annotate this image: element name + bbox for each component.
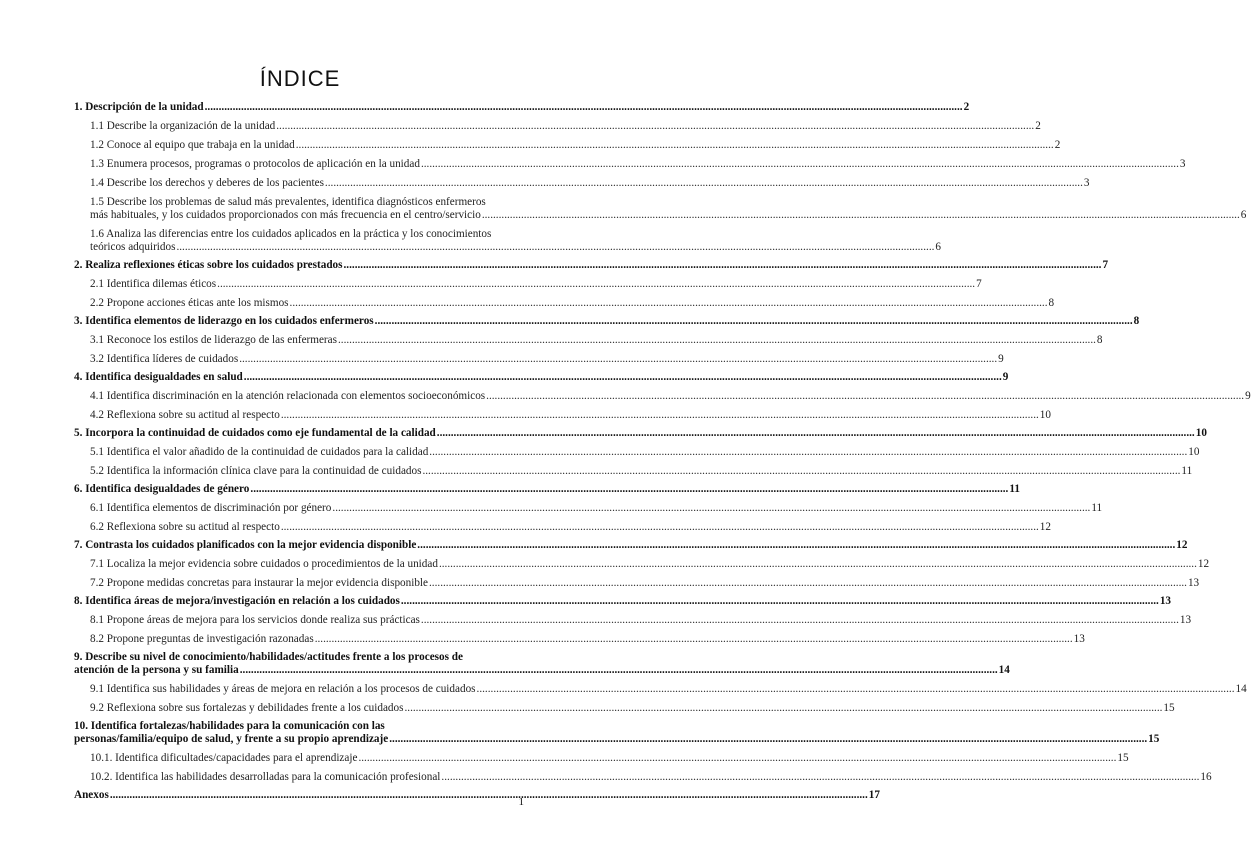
- toc-entry-row: [74, 259, 1109, 272]
- toc-entry-title: 10.1. Identifica dificultades/capacidades para el aprendizaje: [90, 752, 358, 764]
- toc-entry-row: [74, 315, 1140, 328]
- toc-entry-row: [90, 558, 1210, 571]
- toc-entry-row: [74, 371, 1009, 384]
- toc-dot-leader: [375, 315, 1133, 328]
- toc-page-number: 10: [1188, 446, 1200, 458]
- toc-entry-title: 3. Identifica elementos de liderazgo en los cuidados enfermeros: [74, 315, 374, 327]
- toc-page-number: 13: [1187, 577, 1200, 589]
- toc-entry-title: 2.1 Identifica dilemas éticos: [90, 278, 217, 290]
- toc-section-entry[interactable]: [74, 539, 1188, 552]
- toc-entry-row: [90, 353, 1004, 366]
- toc-section-entry[interactable]: [74, 427, 1207, 440]
- toc-page-number: 7: [976, 278, 982, 290]
- toc-page-number: 15: [1163, 702, 1175, 714]
- page-title: ÍNDICE: [259, 66, 341, 91]
- toc-dot-leader: [250, 483, 1008, 496]
- toc-entry-title: 2.2 Propone acciones éticas ante los mismos: [90, 297, 289, 309]
- toc-page-number: 6: [935, 241, 941, 253]
- toc-section-entry[interactable]: [74, 483, 1020, 496]
- page-number: 1: [518, 796, 524, 808]
- toc-dot-leader: [421, 614, 1179, 627]
- toc-subsection-entry[interactable]: [74, 353, 1004, 366]
- toc-entry-row: [90, 158, 1186, 171]
- toc-dot-leader: [217, 278, 975, 291]
- toc-entry-title: teóricos adquiridos: [90, 241, 176, 253]
- toc-dot-leader: [389, 733, 1147, 746]
- toc-subsection-entry[interactable]: [74, 139, 1061, 152]
- toc-page-number: 11: [1009, 483, 1020, 495]
- toc-dot-leader: [486, 390, 1244, 403]
- toc-page-number: 13: [1073, 633, 1085, 645]
- toc-entry-row: [74, 427, 1207, 440]
- toc-entry-row: [90, 209, 1247, 222]
- toc-entry-title-line: 1.6 Analiza las diferencias entre los cuidados aplicados en la práctica y los conocimientos: [90, 228, 492, 240]
- toc-entry-row: [90, 502, 1103, 515]
- toc-entry-title: 8.1 Propone áreas de mejora para los servicios donde realiza sus prácticas: [90, 614, 420, 626]
- toc-entry-title: 5.1 Identifica el valor añadido de la continuidad de cuidados para la calidad: [90, 446, 429, 458]
- toc-page-number: 17: [868, 789, 880, 801]
- toc-page-number: 10: [1039, 409, 1051, 421]
- toc-entry-row: [90, 465, 1193, 478]
- toc-page-number: 8: [1048, 297, 1055, 309]
- toc-entry-row: [74, 733, 1160, 746]
- toc-page-number: 13: [1159, 595, 1172, 607]
- toc-subsection-entry[interactable]: [74, 683, 1247, 696]
- toc-dot-leader: [404, 702, 1162, 715]
- toc-entry-title: 3.2 Identifica líderes de cuidados: [90, 353, 239, 365]
- toc-dot-leader: [325, 177, 1083, 190]
- toc-page-number: 2: [963, 101, 970, 113]
- toc-entry-row: [90, 752, 1129, 765]
- toc-page-number: 9: [1002, 371, 1009, 383]
- toc-page-number: 2: [1035, 120, 1041, 132]
- toc-subsection-entry[interactable]: [74, 196, 1247, 222]
- toc-entry-title: 9.2 Reflexiona sobre sus fortalezas y debilidades frente a los cuidados: [90, 702, 404, 714]
- toc-page-number: 13: [1179, 614, 1192, 626]
- toc-dot-leader: [240, 664, 998, 677]
- toc-subsection-entry[interactable]: [74, 409, 1051, 422]
- toc-page-number: 8: [1133, 315, 1140, 327]
- toc-dot-leader: [401, 595, 1159, 608]
- toc-dot-leader: [344, 259, 1102, 272]
- toc-dot-leader: [276, 120, 1034, 133]
- toc-entry-row: [90, 702, 1175, 715]
- toc-subsection-entry[interactable]: [74, 521, 1051, 534]
- toc-entry-row: [90, 390, 1251, 403]
- toc-entry-title: 1.1 Describe la organización de la unidad: [90, 120, 276, 132]
- toc-section-entry[interactable]: [74, 651, 1010, 677]
- toc-dot-leader: [239, 353, 997, 366]
- toc-entry-row: [74, 595, 1172, 608]
- toc-page-number: 9: [1245, 390, 1251, 402]
- toc-dot-leader: [205, 101, 963, 114]
- toc-section-entry[interactable]: [74, 595, 1172, 608]
- toc-section-entry[interactable]: [74, 789, 880, 802]
- toc-page-number: 11: [1181, 465, 1193, 477]
- toc-entry-title: 7.2 Propone medidas concretas para instaurar la mejor evidencia disponible: [90, 577, 428, 589]
- toc-entry-row: [74, 101, 970, 114]
- toc-page-number: 10: [1195, 427, 1207, 439]
- toc-page-number: 15: [1117, 752, 1129, 764]
- toc-section-entry[interactable]: [74, 720, 1160, 746]
- toc-entry-title: 6. Identifica desigualdades de género: [74, 483, 250, 495]
- toc-entry-title: 10.2. Identifica las habilidades desarrolladas para la comunicación profesional: [90, 771, 441, 783]
- toc-subsection-entry[interactable]: [74, 158, 1186, 171]
- toc-entry-row: [90, 177, 1090, 190]
- toc-entry-title-line: 9. Describe su nivel de conocimiento/habilidades/actitudes frente a los procesos de: [74, 651, 463, 663]
- toc-dot-leader: [296, 139, 1054, 152]
- toc-entry-row: [90, 577, 1200, 590]
- toc-page-number: 3: [1083, 177, 1090, 189]
- toc-entry-title-line: 10. Identifica fortalezas/habilidades para la comunicación con las: [74, 720, 385, 732]
- toc-page-number: 12: [1197, 558, 1210, 570]
- toc-entry-title: Anexos: [74, 789, 109, 801]
- toc-entry-row: [90, 120, 1041, 133]
- toc-entry-row: [74, 789, 880, 802]
- toc-entry-title: atención de la persona y su familia: [74, 664, 239, 676]
- toc-entry-row: [90, 241, 941, 254]
- toc-entry-row: [90, 614, 1192, 627]
- toc-page-number: 8: [1096, 334, 1103, 346]
- toc-entry-row: [74, 483, 1020, 496]
- toc-dot-leader: [332, 502, 1090, 515]
- toc-dot-leader: [429, 446, 1187, 459]
- toc-subsection-entry[interactable]: [74, 502, 1103, 515]
- toc-page-number: 16: [1200, 771, 1212, 783]
- toc-dot-leader: [477, 683, 1235, 696]
- toc-entry-row: [90, 334, 1103, 347]
- toc-section-entry[interactable]: [74, 101, 970, 114]
- toc-entry-title-line: 1.5 Describe los problemas de salud más prevalentes, identifica diagnósticos enfermeros: [90, 196, 486, 208]
- toc-page-number: 14: [1235, 683, 1247, 695]
- toc-dot-leader: [417, 539, 1175, 552]
- toc-page-number: 14: [998, 664, 1010, 676]
- toc-entry-title: más habituales, y los cuidados proporcionados con más frecuencia en el centro/servicio: [90, 209, 481, 221]
- toc-section-entry[interactable]: [74, 371, 1009, 384]
- toc-entry-row: [90, 297, 1055, 310]
- toc-dot-leader: [441, 771, 1199, 784]
- toc-dot-leader: [176, 241, 934, 254]
- toc-subsection-entry[interactable]: [74, 228, 941, 254]
- toc-entry-title: personas/familia/equipo de salud, y frente a su propio aprendizaje: [74, 733, 389, 745]
- toc-page-number: 15: [1148, 733, 1160, 745]
- toc-dot-leader: [315, 633, 1073, 646]
- toc-entry-title: 7. Contrasta los cuidados planificados con la mejor evidencia disponible: [74, 539, 417, 551]
- toc-dot-leader: [429, 577, 1187, 590]
- toc-entry-row: [90, 446, 1200, 459]
- table-of-contents: [74, 96, 1251, 802]
- toc-dot-leader: [439, 558, 1197, 571]
- toc-entry-row: [90, 683, 1247, 696]
- toc-entry-title: 4.2 Reflexiona sobre su actitud al respecto: [90, 409, 280, 421]
- toc-dot-leader: [421, 158, 1179, 171]
- toc-subsection-entry[interactable]: [74, 177, 1090, 190]
- toc-section-entry[interactable]: [74, 315, 1140, 328]
- toc-section-entry[interactable]: [74, 259, 1109, 272]
- toc-entry-title: 6.1 Identifica elementos de discriminación por género: [90, 502, 332, 514]
- toc-subsection-entry[interactable]: [74, 390, 1251, 403]
- toc-entry-row: [90, 521, 1051, 534]
- toc-subsection-entry[interactable]: [74, 633, 1085, 646]
- toc-page-number: 9: [998, 353, 1004, 365]
- toc-entry-title: 7.1 Localiza la mejor evidencia sobre cuidados o procedimientos de la unidad: [90, 558, 438, 570]
- toc-dot-leader: [290, 297, 1048, 310]
- toc-subsection-entry[interactable]: [74, 771, 1212, 784]
- toc-page-number: 3: [1179, 158, 1186, 170]
- toc-subsection-entry[interactable]: [74, 278, 982, 291]
- toc-entry-title: 1.3 Enumera procesos, programas o protocolos de aplicación en la unidad: [90, 158, 420, 170]
- toc-dot-leader: [110, 789, 868, 802]
- toc-entry-title: 4. Identifica desigualdades en salud: [74, 371, 243, 383]
- toc-subsection-entry[interactable]: [74, 465, 1193, 478]
- toc-dot-leader: [437, 427, 1195, 440]
- toc-page-number: 11: [1091, 502, 1103, 514]
- toc-dot-leader: [482, 209, 1240, 222]
- toc-page-number: 2: [1054, 139, 1061, 151]
- toc-subsection-entry[interactable]: [74, 120, 1041, 133]
- toc-entry-row: [90, 278, 982, 291]
- toc-entry-title: 3.1 Reconoce los estilos de liderazgo de las enfermeras: [90, 334, 337, 346]
- toc-subsection-entry[interactable]: [74, 614, 1192, 627]
- toc-subsection-entry[interactable]: [74, 334, 1103, 347]
- toc-dot-leader: [338, 334, 1096, 347]
- toc-page-number: 12: [1039, 521, 1051, 533]
- toc-page-number: 6: [1240, 209, 1247, 221]
- toc-subsection-entry[interactable]: [74, 558, 1210, 571]
- toc-entry-title: 5.2 Identifica la información clínica clave para la continuidad de cuidados: [90, 465, 422, 477]
- toc-entry-title: 6.2 Reflexiona sobre su actitud al respecto: [90, 521, 280, 533]
- toc-entry-row: [74, 664, 1010, 677]
- toc-entry-title: 2. Realiza reflexiones éticas sobre los cuidados prestados: [74, 259, 343, 271]
- toc-entry-row: [90, 633, 1085, 646]
- toc-dot-leader: [244, 371, 1002, 384]
- toc-entry-title: 1.4 Describe los derechos y deberes de los pacientes: [90, 177, 324, 189]
- toc-entry-title: 8. Identifica áreas de mejora/investigación en relación a los cuidados: [74, 595, 400, 607]
- toc-dot-leader: [358, 752, 1116, 765]
- toc-entry-title: 9.1 Identifica sus habilidades y áreas de mejora en relación a los procesos de cuidados: [90, 683, 476, 695]
- toc-subsection-entry[interactable]: [74, 446, 1200, 459]
- toc-entry-row: [74, 539, 1188, 552]
- toc-entry-row: [90, 139, 1061, 152]
- toc-dot-leader: [422, 465, 1180, 478]
- toc-subsection-entry[interactable]: [74, 752, 1129, 765]
- toc-page-number: 12: [1176, 539, 1188, 551]
- toc-entry-title: 5. Incorpora la continuidad de cuidados como eje fundamental de la calidad: [74, 427, 436, 439]
- toc-dot-leader: [281, 521, 1039, 534]
- toc-entry-row: [90, 771, 1212, 784]
- toc-subsection-entry[interactable]: [74, 702, 1175, 715]
- toc-entry-title: 8.2 Propone preguntas de investigación razonadas: [90, 633, 314, 645]
- toc-entry-title: 1.2 Conoce al equipo que trabaja en la unidad: [90, 139, 295, 151]
- toc-subsection-entry[interactable]: [74, 297, 1055, 310]
- toc-entry-row: [90, 409, 1051, 422]
- toc-entry-title: 1. Descripción de la unidad: [74, 101, 204, 113]
- toc-page-number: 7: [1102, 259, 1109, 271]
- toc-entry-title: 4.1 Identifica discriminación en la atención relacionada con elementos socioeconómicos: [90, 390, 486, 402]
- toc-dot-leader: [281, 409, 1039, 422]
- toc-subsection-entry[interactable]: [74, 577, 1200, 590]
